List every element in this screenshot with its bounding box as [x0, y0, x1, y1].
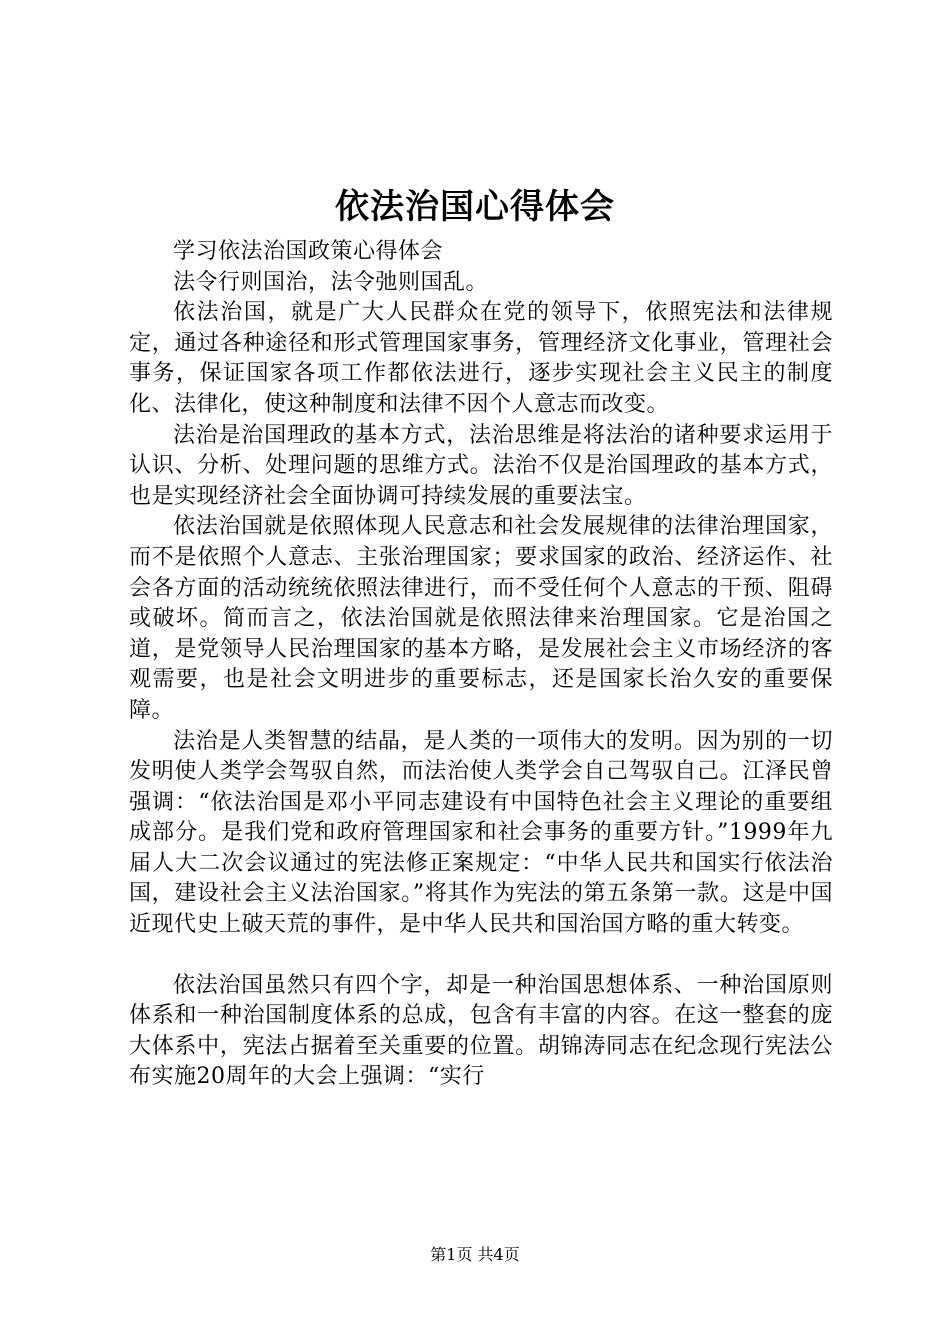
paragraph-rule-of-law-method: 法治是治国理政的基本方式，法治思维是将法治的诸种要求运用于认识、分析、处理问题的思维方式。法治不仅是治国理政的基本方式，也是实现经济社会全面协调可持续发展的重要法宝。 — [129, 422, 833, 509]
paragraph-governance-by-law: 依法治国就是依照体现人民意志和社会发展规律的法律治理国家，而不是依照个人意志、主张治理国家；要求国家的政治、经济运作、社会各方面的活动统统依照法律进行，而不受任何个人意志的干预、阻碍或破坏。简而言之，依法治国就是依照法律来治理国家。它是治国之道，是党领导人民治理国家的基本方略，是发展社会主义市场经济的客观需要，也是社会文明进步的重要标志，还是国家长治久安的重要保障。 — [129, 514, 833, 723]
paragraph-rule-of-law-history: 法治是人类智慧的结晶，是人类的一项伟大的发明。因为别的一切发明使人类学会驾驭自然，而法治使人类学会自己驾驭自己。江泽民曾强调：“依法治国是邓小平同志建设有中国特色社会主义理论的重要组成部分。是我们党和政府管理国家和社会事务的重要方针。”1999年九届人大二次会议通过的宪法修正案规定：“中华人民共和国实行依法治国，建设社会主义法治国家。”将其作为宪法的第五条第一款。这是中国近现代史上破天荒的事件，是中华人民共和国治国方略的重大转变。 — [129, 728, 833, 938]
document-title: 依法治国心得体会 — [335, 187, 615, 227]
paragraph-subtitle: 学习依法治国政策心得体会 — [173, 239, 444, 264]
paragraph-definition: 依法治国，就是广大人民群众在党的领导下，依照宪法和法律规定，通过各种途径和形式管理国家事务，管理经济文化事业，管理社会事务，保证国家各项工作都依法进行，逐步实现社会主义民主的制度化、法律化，使这种制度和法律不因个人意志而改变。 — [129, 300, 833, 417]
paragraph-system-overview: 依法治国虽然只有四个字，却是一种治国思想体系、一种治国原则体系和一种治国制度体系的总成，包含有丰富的内容。在这一整套的庞大体系中，宪法占据着至关重要的位置。胡锦涛同志在纪念现行宪法公布实施20周年的大会上强调：“实行 — [129, 972, 833, 1090]
document-body — [129, 237, 833, 1093]
paragraph-quote: 法令行则国治，法令弛则国乱。 — [173, 269, 489, 295]
page-number-footer: 第1页 共4页 — [430, 1245, 520, 1264]
